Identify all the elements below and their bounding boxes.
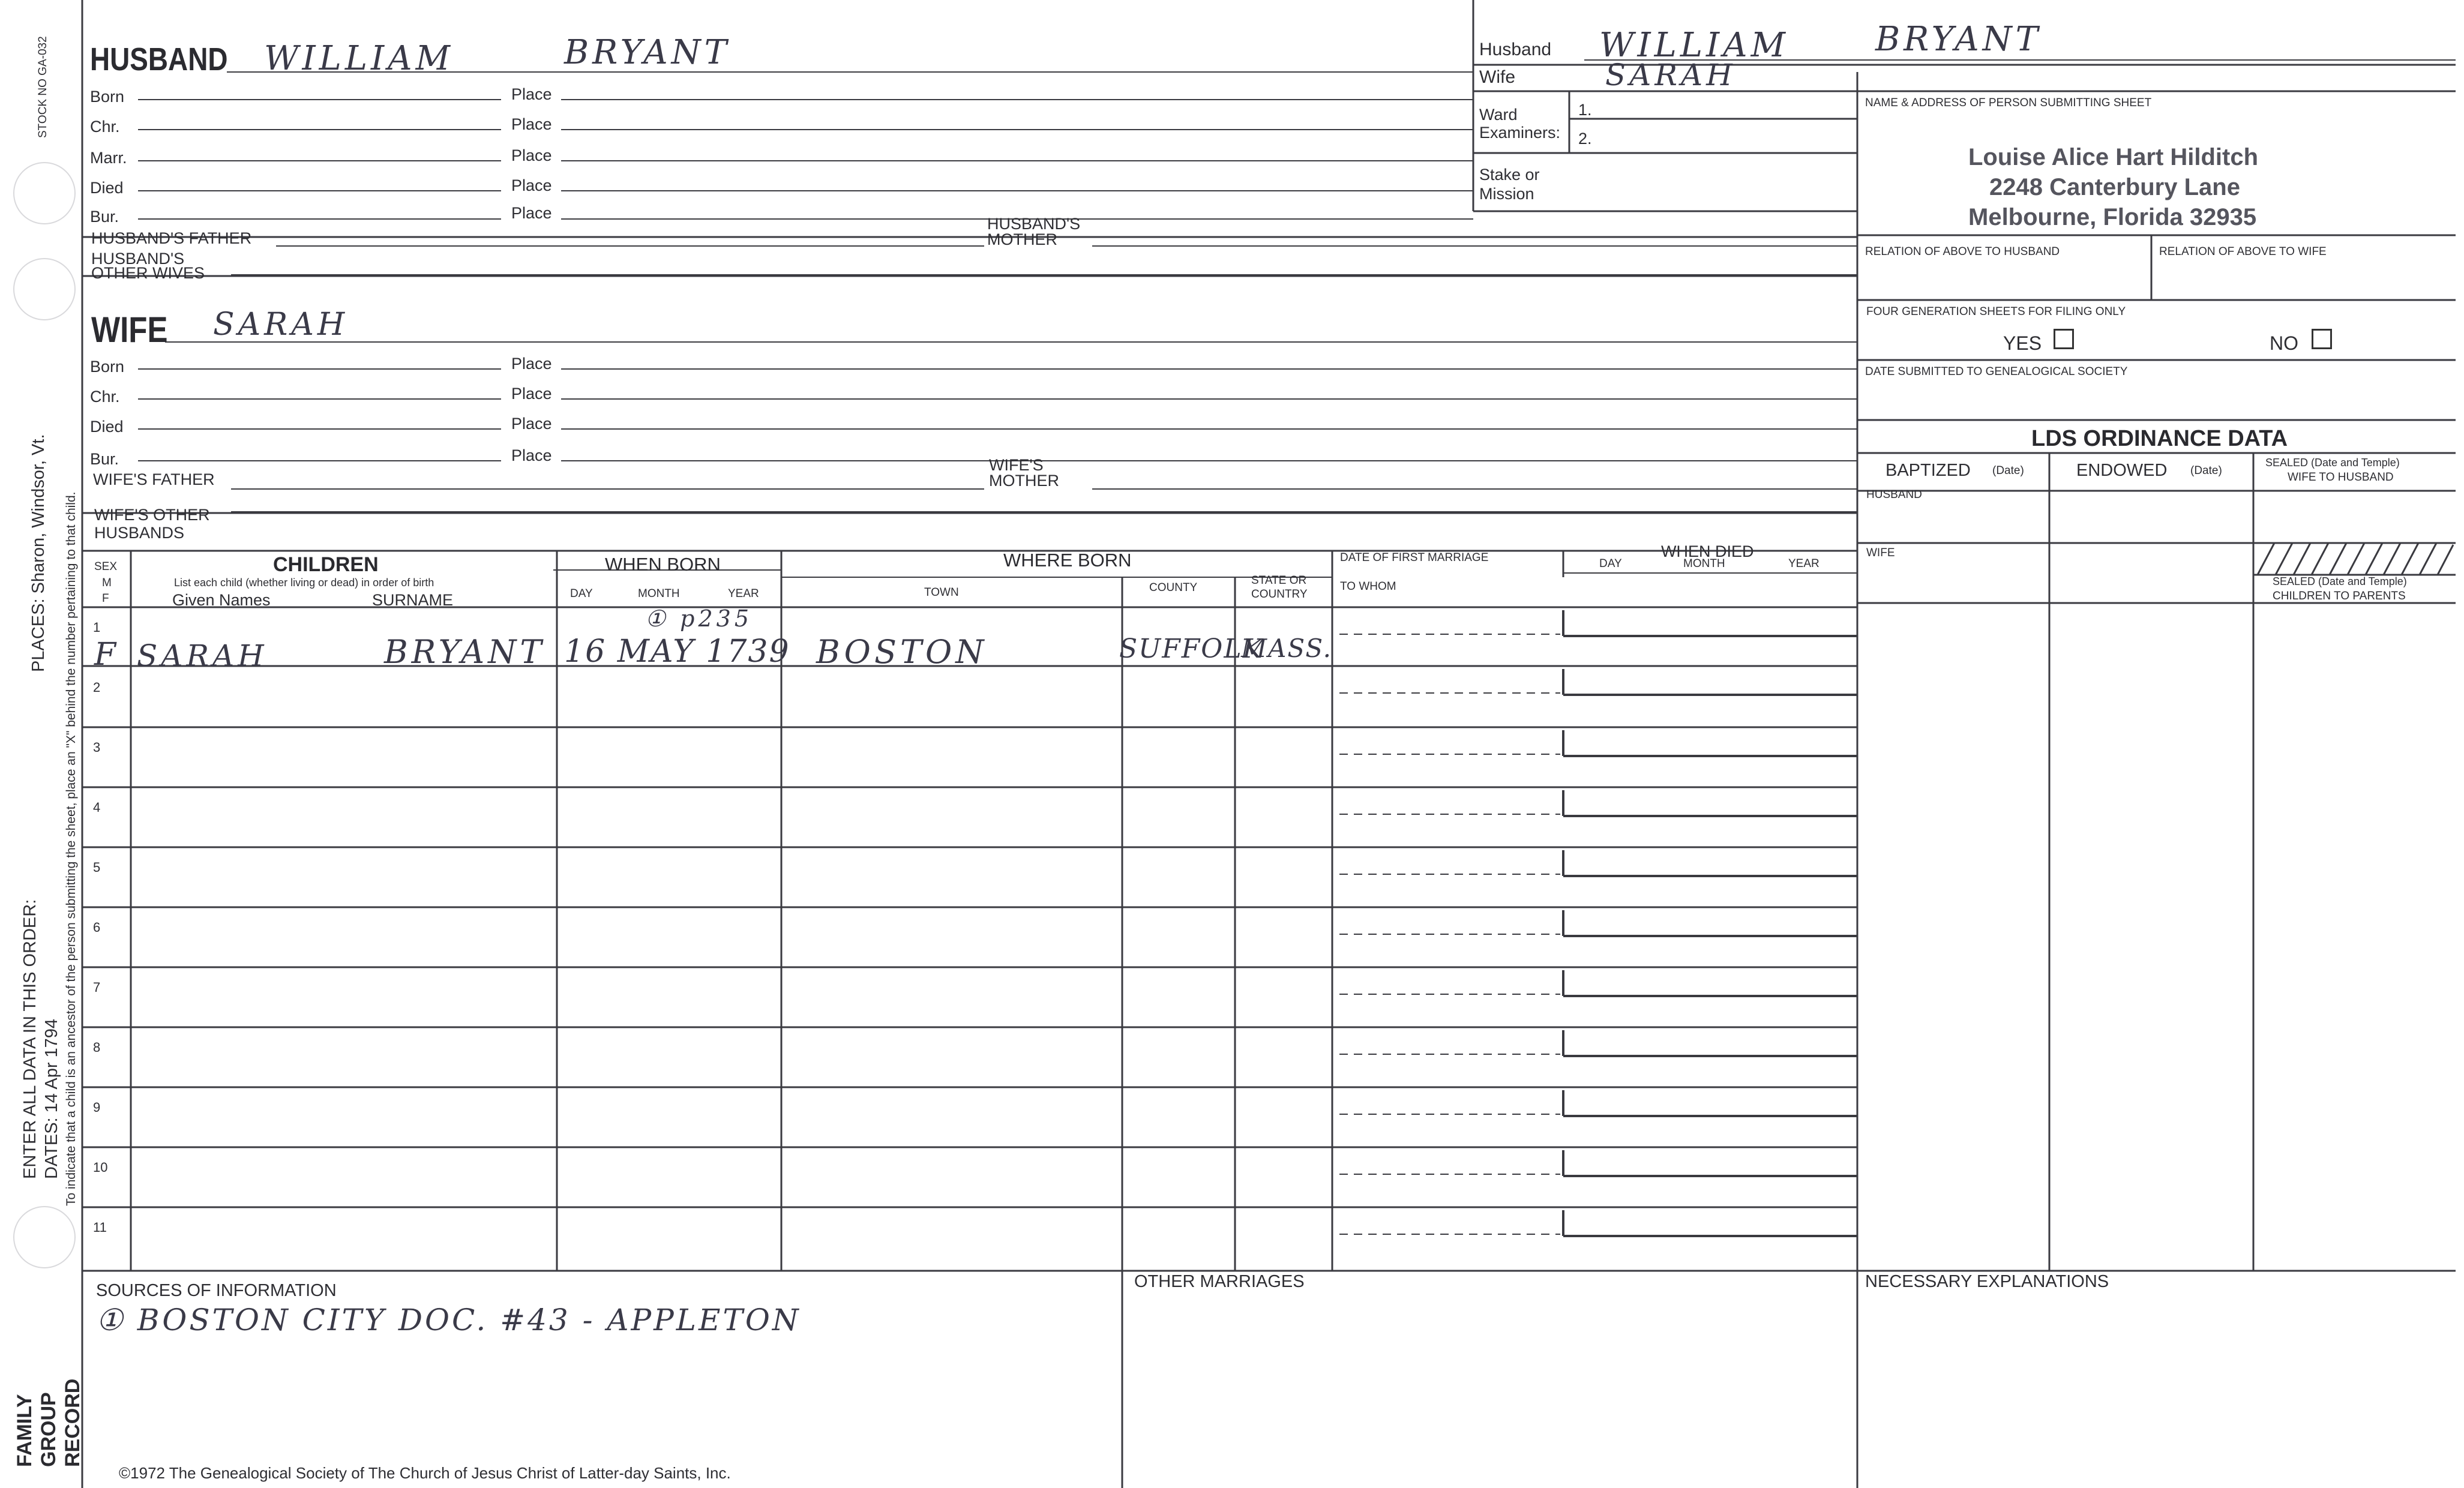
wife-bur-place: Place: [511, 446, 552, 464]
when-born-label: WHEN BORN: [605, 554, 721, 575]
ancestor-note: To indicate that a child is an ancestor of the person submitting the sheet, place an "X" behind the number pertaining to that child.: [64, 491, 78, 1206]
row-number: 4: [93, 800, 101, 815]
lds-sealed-2: WIFE TO HUSBAND: [2288, 471, 2394, 484]
header-wife-label: Wife: [1479, 67, 1515, 87]
state-label-2: COUNTRY: [1251, 588, 1308, 601]
row-number: 10: [93, 1160, 108, 1175]
wife-died-label: Died: [90, 418, 124, 436]
first-marriage-label: DATE OF FIRST MARRIAGE: [1340, 551, 1489, 564]
relation-wife-label: RELATION OF ABOVE TO WIFE: [2159, 245, 2327, 258]
child-state: MASS.: [1241, 634, 1332, 663]
lds-wife: WIFE: [1866, 547, 1895, 559]
child-born-note: ① p235: [645, 605, 753, 632]
enter-order: ENTER ALL DATA IN THIS ORDER:: [20, 899, 40, 1179]
children-note: List each child (whether living or dead) in order of birth: [174, 577, 434, 589]
lds-sealed-children-2: CHILDREN TO PARENTS: [2273, 590, 2406, 602]
yes-label: YES: [2003, 332, 2042, 354]
husband-other-wives-2: OTHER WIVES: [91, 264, 205, 282]
sex-m: M: [102, 577, 112, 589]
places-order: PLACES: Sharon, Windsor, Vt.: [29, 434, 48, 672]
born-year: YEAR: [728, 587, 759, 600]
surname-label: SURNAME: [372, 591, 454, 609]
wife-mother-label-2: MOTHER: [989, 472, 1059, 490]
header-husband-surname: BRYANT: [1875, 20, 2042, 59]
lds-husband: HUSBAND: [1866, 488, 1922, 501]
header-husband-given: WILLIAM: [1599, 26, 1789, 65]
wife-given: SARAH: [213, 307, 349, 343]
row-number: 6: [93, 920, 101, 935]
ward-label-1: Ward: [1479, 106, 1518, 124]
state-label-1: STATE OR: [1251, 574, 1307, 587]
four-gen-label: FOUR GENERATION SHEETS FOR FILING ONLY: [1866, 305, 2126, 318]
where-born-label: WHERE BORN: [1003, 550, 1132, 571]
record-title-1: FAMILY: [13, 1394, 36, 1467]
wife-father-label: WIFE'S FATHER: [93, 470, 215, 488]
husband-other-wives-1: HUSBAND'S: [91, 250, 185, 268]
wife-born-place: Place: [511, 355, 552, 373]
husband-chr-place: Place: [511, 115, 552, 133]
punch-hole: [13, 162, 76, 224]
child-born-date: 16 MAY 1739: [564, 634, 790, 670]
wife-died-place: Place: [511, 415, 552, 433]
ward-1: 1.: [1578, 101, 1592, 119]
born-month: MONTH: [638, 587, 680, 600]
born-day: DAY: [570, 587, 593, 600]
husband-marr-label: Marr.: [90, 149, 127, 167]
child-town: BOSTON: [816, 633, 988, 671]
husband-bur-label: Bur.: [90, 208, 119, 226]
wife-born-label: Born: [90, 358, 125, 376]
husband-chr-label: Chr.: [90, 118, 120, 136]
when-died-label: WHEN DIED: [1661, 542, 1754, 560]
row-number: 2: [93, 680, 101, 695]
child-surname: BRYANT: [384, 633, 545, 671]
sources-label: SOURCES OF INFORMATION: [96, 1281, 337, 1300]
wife-chr-place: Place: [511, 385, 552, 403]
sources-text: ① BOSTON CITY DOC. #43 - APPLETON: [96, 1303, 801, 1337]
lds-endowed-date: (Date): [2190, 464, 2222, 477]
husband-mother-label-2: MOTHER: [987, 230, 1057, 248]
wife-other-husbands-1: WIFE'S OTHER: [94, 506, 210, 524]
wife-chr-label: Chr.: [90, 388, 120, 406]
date-submitted-label: DATE SUBMITTED TO GENEALOGICAL SOCIETY: [1865, 365, 2128, 378]
row-number: 5: [93, 860, 101, 875]
lds-title: LDS ORDINANCE DATA: [2031, 426, 2288, 451]
lds-baptized: BAPTIZED: [1886, 461, 1971, 480]
husband-heading: HUSBAND: [90, 41, 228, 77]
submitter-label: NAME & ADDRESS OF PERSON SUBMITTING SHEET: [1865, 97, 2152, 109]
husband-died-place: Place: [511, 176, 552, 194]
submitter-city: Melbourne, Florida 32935: [1968, 204, 2257, 230]
died-day: DAY: [1599, 557, 1622, 570]
husband-given: WILLIAM: [264, 39, 454, 78]
explanations-label: NECESSARY EXPLANATIONS: [1865, 1272, 2109, 1291]
row-number: 3: [93, 740, 101, 755]
stake-label-2: Mission: [1479, 185, 1534, 203]
husband-marr-place: Place: [511, 146, 552, 164]
husband-born-place: Place: [511, 85, 552, 103]
died-year: YEAR: [1788, 557, 1819, 570]
husband-bur-place: Place: [511, 204, 552, 222]
ward-2: 2.: [1578, 130, 1592, 148]
other-marriages-label: OTHER MARRIAGES: [1134, 1272, 1305, 1291]
punch-hole: [13, 1206, 76, 1268]
relation-husband-label: RELATION OF ABOVE TO HUSBAND: [1865, 245, 2060, 258]
stock-number: STOCK NO GA-032: [37, 36, 49, 138]
wife-mother-label-1: WIFE'S: [989, 456, 1044, 474]
died-month: MONTH: [1683, 557, 1725, 570]
no-label: NO: [2270, 332, 2298, 354]
lds-sealed-1: SEALED (Date and Temple): [2265, 457, 2400, 469]
header-husband-label: Husband: [1479, 40, 1552, 59]
husband-mother-label-1: HUSBAND'S: [987, 215, 1081, 233]
punch-hole: [13, 258, 76, 320]
dates-order: DATES: 14 Apr 1794: [42, 1018, 61, 1179]
county-label: COUNTY: [1149, 581, 1198, 594]
child-given: SARAH: [137, 638, 268, 673]
husband-father-label: HUSBAND'S FATHER: [91, 229, 252, 247]
wife-other-husbands-2: HUSBANDS: [94, 524, 185, 542]
lds-sealed-children-1: SEALED (Date and Temple): [2273, 575, 2407, 587]
record-title-3: RECORD: [61, 1378, 84, 1467]
copyright: ©1972 The Genealogical Society of The Church of Jesus Christ of Latter-day Saints, Inc.: [119, 1464, 731, 1482]
children-title: CHILDREN: [273, 553, 379, 576]
town-label: TOWN: [924, 586, 959, 599]
wife-heading: WIFE: [91, 310, 168, 350]
sex-f: F: [102, 592, 109, 605]
lds-baptized-date: (Date): [1992, 464, 2024, 477]
submitter-street: 2248 Canterbury Lane: [1989, 174, 2240, 200]
to-whom-label: TO WHOM: [1340, 580, 1396, 593]
wife-bur-label: Bur.: [90, 450, 119, 468]
yes-checkbox[interactable]: [2054, 329, 2074, 349]
row-number: 8: [93, 1040, 101, 1055]
husband-surname: BRYANT: [564, 33, 731, 72]
ward-label-2: Examiners:: [1479, 124, 1561, 142]
stake-label-1: Stake or: [1479, 166, 1540, 184]
given-names-label: Given Names: [172, 591, 271, 609]
record-title-2: GROUP: [37, 1392, 60, 1467]
row-number: 11: [93, 1220, 107, 1235]
row-number: 7: [93, 980, 101, 995]
no-checkbox[interactable]: [2312, 329, 2332, 349]
header-wife-given: SARAH: [1605, 58, 1736, 92]
row-number: 1: [93, 620, 101, 635]
child-county: SUFFOLK: [1119, 634, 1264, 664]
lds-endowed: ENDOWED: [2076, 461, 2168, 480]
submitter-name: Louise Alice Hart Hilditch: [1968, 144, 2259, 170]
row-number: 9: [93, 1100, 101, 1115]
husband-born-label: Born: [90, 88, 125, 106]
husband-died-label: Died: [90, 179, 124, 197]
child-sex: F: [94, 637, 120, 673]
sex-label: SEX: [94, 560, 118, 573]
